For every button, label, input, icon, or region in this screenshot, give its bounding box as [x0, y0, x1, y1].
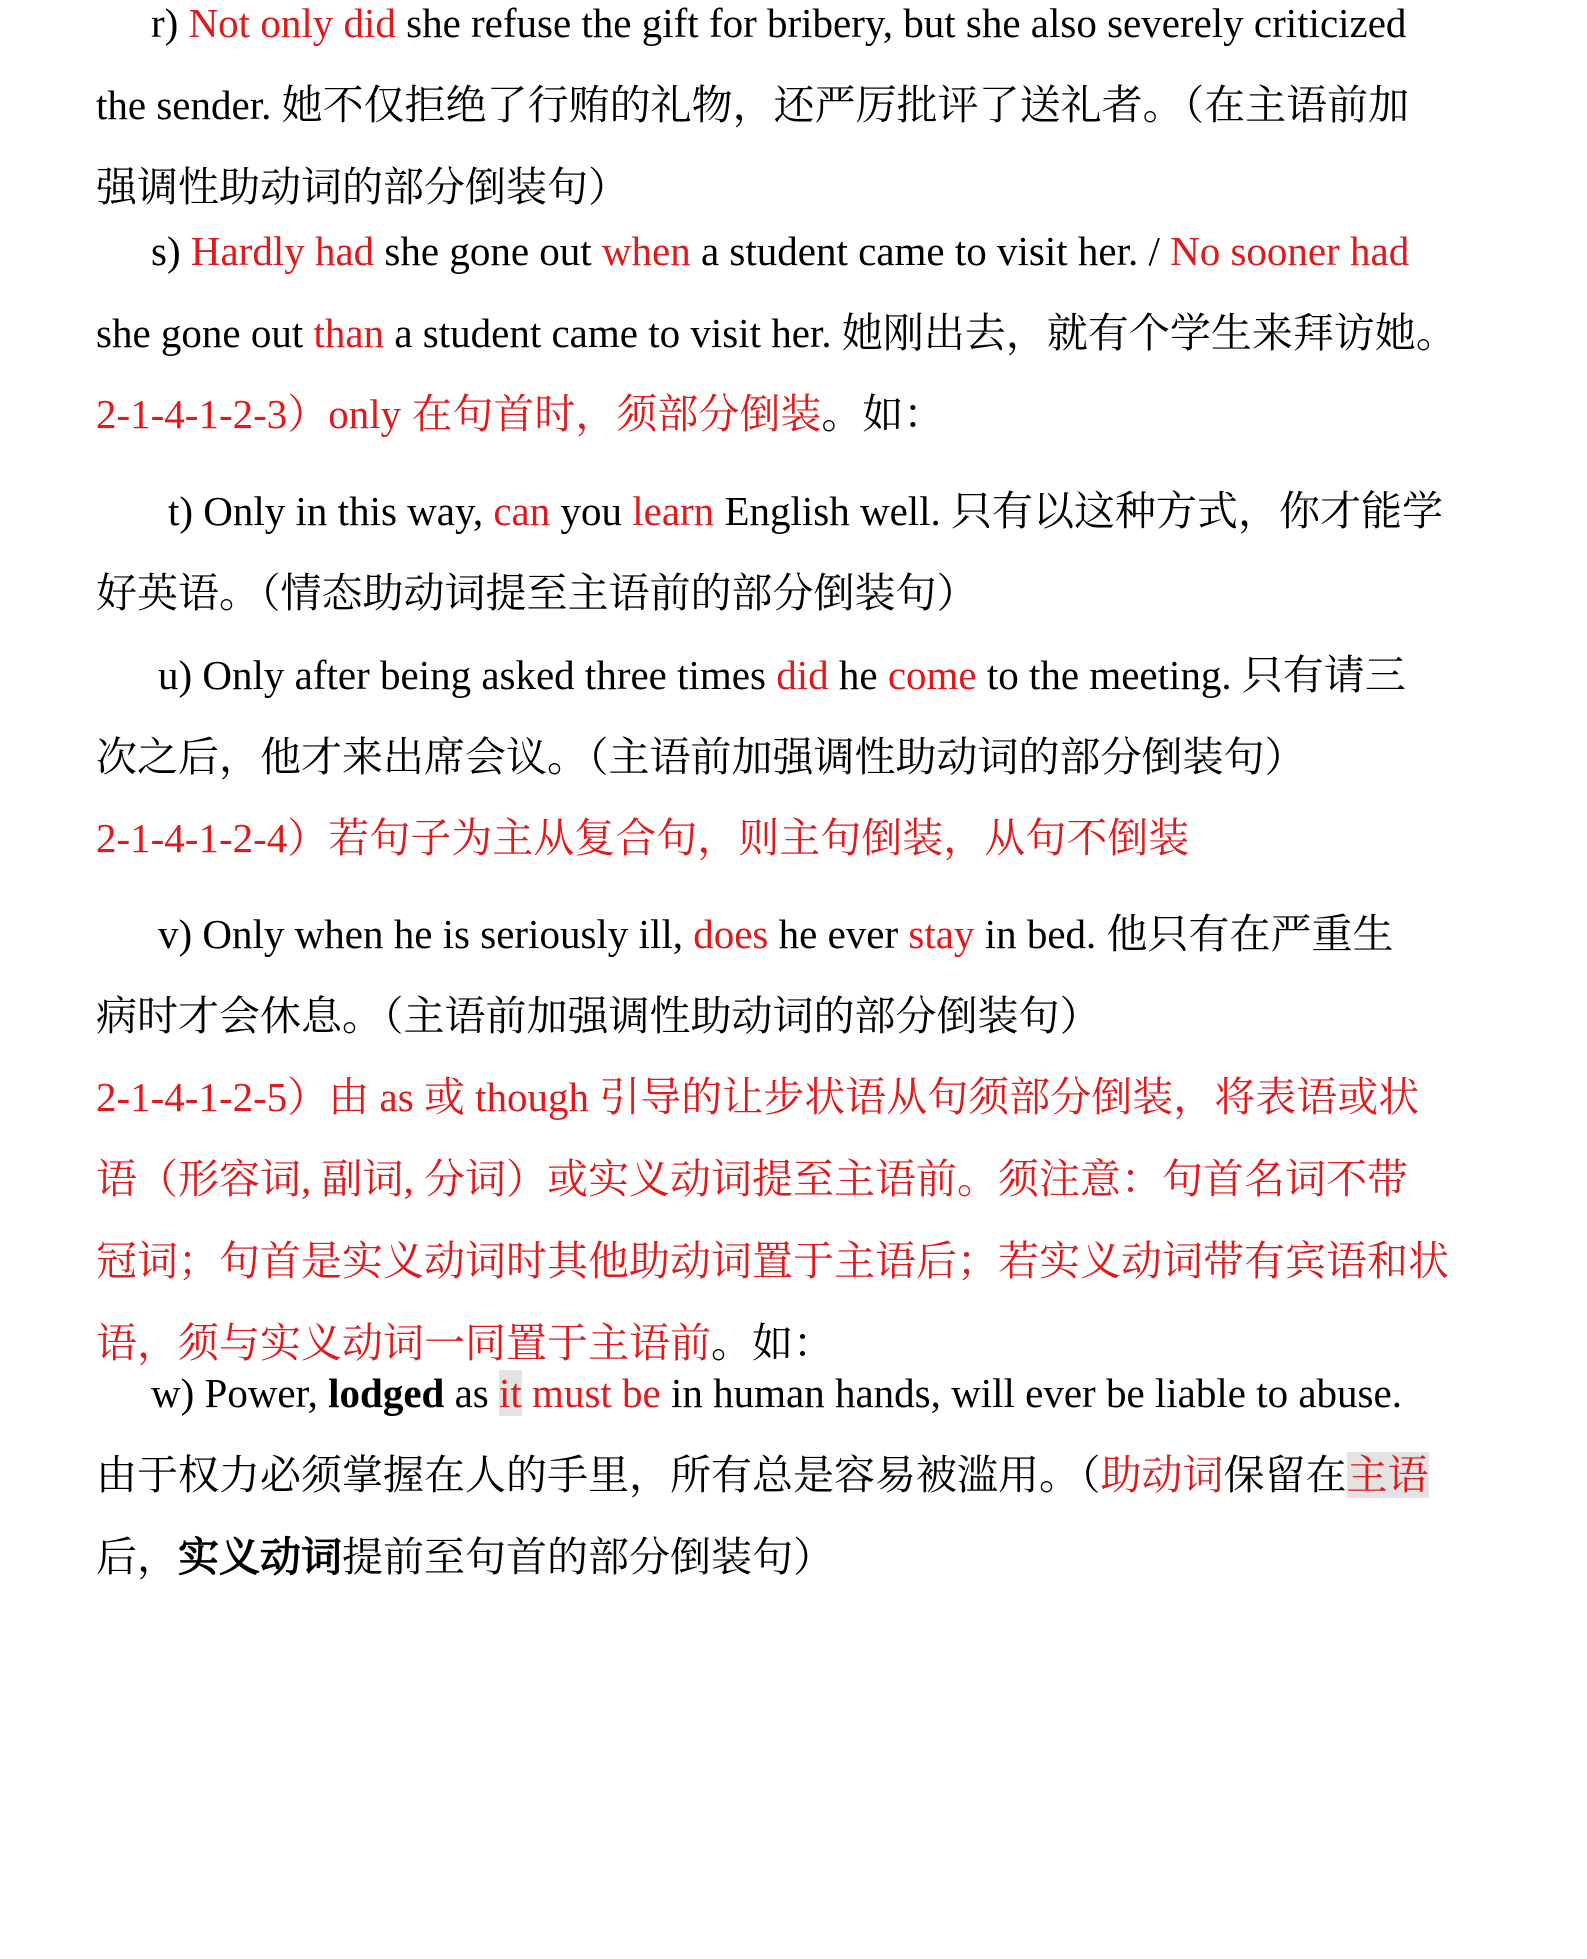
text: t) Only in this way, [168, 488, 494, 534]
example-t-line-1 [96, 470, 1496, 552]
text: she gone out [374, 228, 602, 274]
text [522, 1370, 532, 1416]
highlight-red: 助动词 [1100, 1452, 1224, 1498]
text: 后， [96, 1534, 178, 1580]
highlight-red: than [313, 310, 385, 356]
example-s-line-2 [96, 292, 1496, 374]
bold-text: lodged [328, 1370, 445, 1416]
text: as [444, 1370, 499, 1416]
section-heading-2-1-4-1-2-4 [96, 797, 1496, 879]
example-w-line-2 [96, 1434, 1496, 1516]
example-s [96, 210, 1496, 374]
example-t [96, 470, 1496, 634]
text: r) [151, 0, 189, 46]
text: in bed. 他只有在严重生 [974, 911, 1394, 957]
highlight-red-shaded: it [499, 1370, 522, 1416]
highlight-red-shaded: 主语 [1346, 1452, 1429, 1498]
example-r-line-1 [96, 0, 1496, 64]
example-w-line-1 [96, 1352, 1496, 1434]
heading-line-3: 冠词；句首是实义动词时其他助动词置于主语后；若实义动词带有宾语和状 [96, 1238, 1449, 1284]
example-v [96, 893, 1496, 1057]
text: she gone out [96, 310, 314, 356]
highlight-red: can [493, 488, 551, 534]
heading-line-1: 2-1-4-1-2-5）由 as 或 though 引导的让步状语从句须部分倒装，将表语或状 [96, 1074, 1420, 1120]
heading-red-text: 语，须与实义动词一同置于主语前 [96, 1320, 711, 1366]
text: 。如： [711, 1320, 834, 1366]
text: 。如： [821, 391, 945, 437]
heading-line-2: 语（形容词, 副词, 分词）或实义动词提至主语前。须注意：句首名词不带 [96, 1156, 1408, 1202]
text: in human hands, will ever be liable to abuse. [660, 1370, 1402, 1416]
example-r-line-3: 强调性助动词的部分倒装句） [96, 164, 629, 210]
text: s) [151, 228, 191, 274]
text: he [828, 652, 888, 698]
bold-text: 实义动词 [178, 1534, 342, 1580]
highlight-red: Hardly had [190, 228, 375, 274]
highlight-red: No sooner had [1170, 228, 1410, 274]
section-heading-2-1-4-1-2-5 [96, 1056, 1496, 1384]
example-r-line-2: the sender. 她不仅拒绝了行贿的礼物，还严厉批评了送礼者。（在主语前加 [96, 82, 1410, 128]
example-u [96, 634, 1496, 798]
example-t-line-2: 好英语。（情态助动词提至主语前的部分倒装句） [96, 570, 978, 616]
example-w-line-3 [96, 1516, 1496, 1598]
text: a student came to visit her. / [690, 228, 1171, 274]
heading-line [96, 373, 1496, 455]
highlight-red: stay [908, 911, 975, 957]
highlight-red: Not only did [188, 0, 396, 46]
example-s-line-1 [96, 210, 1496, 292]
example-u-line-2: 次之后，他才来出席会议。（主语前加强调性助动词的部分倒装句） [96, 734, 1306, 780]
text: v) Only when he is seriously ill, [158, 911, 694, 957]
highlight-red: does [693, 911, 769, 957]
example-v-line-1 [96, 893, 1496, 975]
text: u) Only after being asked three times [158, 652, 777, 698]
text: she refuse the gift for bribery, but she also severely criticized [395, 0, 1407, 46]
text: 保留在 [1223, 1452, 1347, 1498]
example-v-line-2: 病时才会休息。（主语前加强调性助动词的部分倒装句） [96, 993, 1101, 1039]
highlight-red: when [601, 228, 691, 274]
text: w) Power, [151, 1370, 329, 1416]
example-w [96, 1352, 1496, 1598]
text: you [550, 488, 633, 534]
text: to the meeting. 只有请三 [976, 652, 1406, 698]
heading-red-text: 2-1-4-1-2-3）only 在句首时，须部分倒装 [96, 391, 822, 437]
text: 提前至句首的部分倒装句） [342, 1534, 834, 1580]
text: 由于权力必须掌握在人的手里，所有总是容易被滥用。（ [96, 1452, 1101, 1498]
highlight-red: come [887, 652, 977, 698]
highlight-red: did [776, 652, 829, 698]
highlight-red: learn [632, 488, 715, 534]
text: English well. 只有以这种方式，你才能学 [714, 488, 1444, 534]
heading-line: 2-1-4-1-2-4）若句子为主从复合句，则主句倒装，从句不倒装 [96, 815, 1190, 861]
text: he ever [768, 911, 909, 957]
example-r [96, 0, 1496, 228]
section-heading-2-1-4-1-2-3 [96, 373, 1496, 455]
text: a student came to visit her. 她刚出去，就有个学生来拜访她。 [384, 310, 1457, 356]
highlight-red: must be [532, 1370, 661, 1416]
example-u-line-1 [96, 634, 1496, 716]
